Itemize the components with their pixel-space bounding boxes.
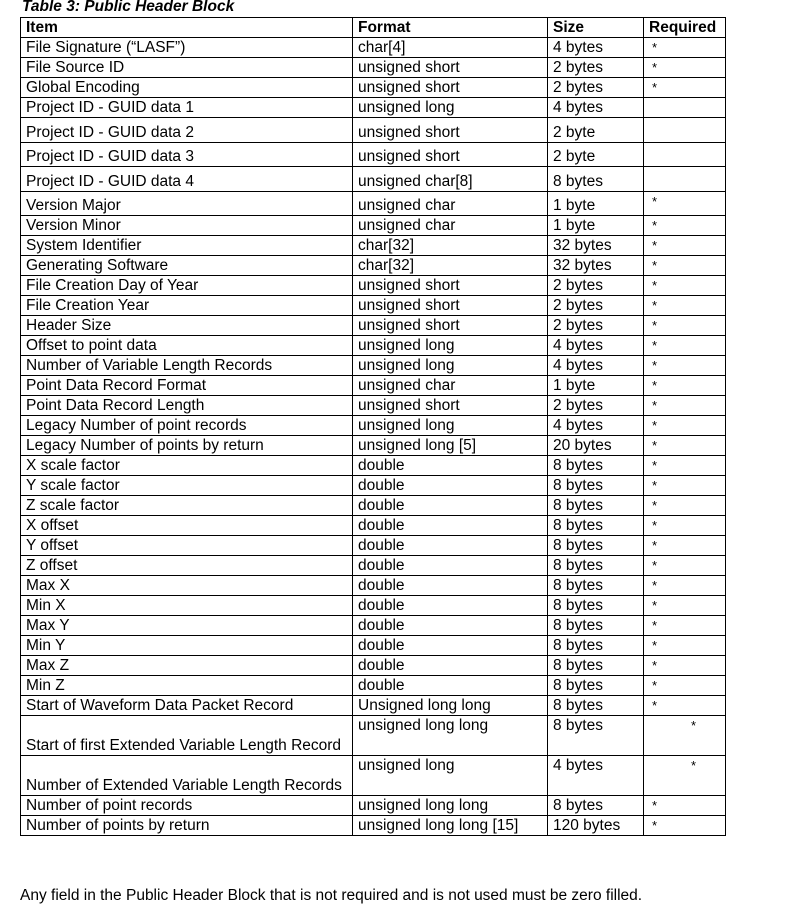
cell-size: 1 byte [548,192,644,216]
table-row [21,476,726,496]
cell-item: Project ID - GUID data 1 [21,98,353,118]
cell-item: Global Encoding [21,78,353,98]
cell-item: System Identifier [21,236,353,256]
header-format: Format [353,18,548,38]
cell-size: 20 bytes [548,436,644,456]
cell-required: * [644,596,726,616]
table-header-row [21,18,726,38]
cell-size: 8 bytes [548,456,644,476]
table-row [21,336,726,356]
header-item: Item [21,18,353,38]
cell-required: * [644,636,726,656]
table-row [21,396,726,416]
cell-required: * [644,616,726,636]
cell-size: 120 bytes [548,816,644,836]
cell-size: 4 bytes [548,38,644,58]
cell-format: char[32] [353,256,548,276]
table-row [21,556,726,576]
cell-required: * [644,336,726,356]
cell-size: 8 bytes [548,576,644,596]
cell-size: 8 bytes [548,516,644,536]
cell-item: File Signature (“LASF”) [21,38,353,58]
cell-size: 2 bytes [548,316,644,336]
cell-size: 8 bytes [548,796,644,816]
cell-item: Legacy Number of point records [21,416,353,436]
table-row [21,536,726,556]
public-header-block-table [20,17,726,836]
cell-required: * [644,696,726,716]
cell-item: Version Minor [21,216,353,236]
cell-size: 8 bytes [548,656,644,676]
header-required: Required [644,18,726,38]
table-row [21,676,726,696]
cell-format: unsigned char [353,376,548,396]
cell-required: * [644,676,726,696]
cell-item: Start of Waveform Data Packet Record [21,696,353,716]
cell-size: 8 bytes [548,676,644,696]
cell-item: Max Z [21,656,353,676]
cell-item: Project ID - GUID data 2 [21,118,353,143]
cell-format: unsigned short [353,296,548,316]
cell-size: 8 bytes [548,596,644,616]
cell-item: Point Data Record Length [21,396,353,416]
cell-required: * [644,396,726,416]
cell-item: X offset [21,516,353,536]
cell-item: Version Major [21,192,353,216]
cell-required: * [644,476,726,496]
cell-required [644,118,726,143]
cell-item: Min X [21,596,353,616]
cell-required: * [644,38,726,58]
cell-size: 2 byte [548,143,644,167]
cell-format: unsigned long long [353,716,548,756]
cell-format: Unsigned long long [353,696,548,716]
cell-format: double [353,596,548,616]
cell-format: unsigned char [353,216,548,236]
table-row [21,816,726,836]
cell-item: Max X [21,576,353,596]
cell-format: unsigned short [353,316,548,336]
cell-format: unsigned short [353,143,548,167]
table-row [21,296,726,316]
cell-required [644,143,726,167]
table-row [21,236,726,256]
table-row [21,656,726,676]
cell-item: Y scale factor [21,476,353,496]
cell-item: Start of first Extended Variable Length Record [21,716,353,756]
cell-required: * [644,316,726,336]
cell-size: 4 bytes [548,336,644,356]
table-row [21,316,726,336]
table-row [21,696,726,716]
cell-required: * [644,516,726,536]
table-row [21,576,726,596]
cell-size: 1 byte [548,376,644,396]
cell-item: File Source ID [21,58,353,78]
cell-item: Z offset [21,556,353,576]
cell-item: Min Y [21,636,353,656]
cell-required: * [644,496,726,516]
table-row [21,796,726,816]
table-row [21,596,726,616]
table-row [21,192,726,216]
cell-format: double [353,616,548,636]
cell-size: 8 bytes [548,167,644,192]
table-row [21,636,726,656]
cell-size: 8 bytes [548,716,644,756]
cell-format: double [353,516,548,536]
cell-size: 32 bytes [548,256,644,276]
cell-format: unsigned short [353,58,548,78]
cell-size: 4 bytes [548,98,644,118]
cell-required: * [644,256,726,276]
cell-required [644,167,726,192]
table-row [21,376,726,396]
cell-item: Header Size [21,316,353,336]
cell-format: unsigned long [5] [353,436,548,456]
cell-required: * [644,356,726,376]
cell-size: 2 bytes [548,58,644,78]
cell-item: Legacy Number of points by return [21,436,353,456]
cell-required: * [644,816,726,836]
cell-format: unsigned char [353,192,548,216]
cell-required: * [644,436,726,456]
cell-item: Offset to point data [21,336,353,356]
table-row [21,416,726,436]
cell-required: * [644,756,726,796]
cell-format: unsigned long [353,416,548,436]
table-row [21,167,726,192]
cell-format: double [353,676,548,696]
cell-size: 8 bytes [548,636,644,656]
cell-format: unsigned long [353,336,548,356]
table-row [21,216,726,236]
table-row [21,118,726,143]
table-row [21,716,726,756]
cell-item: File Creation Day of Year [21,276,353,296]
cell-item: Project ID - GUID data 3 [21,143,353,167]
cell-item: Number of Variable Length Records [21,356,353,376]
cell-format: double [353,476,548,496]
cell-required: * [644,416,726,436]
cell-required: * [644,192,726,216]
cell-required [644,98,726,118]
cell-size: 8 bytes [548,616,644,636]
cell-size: 1 byte [548,216,644,236]
cell-required: * [644,656,726,676]
cell-required: * [644,576,726,596]
table-row [21,276,726,296]
cell-size: 8 bytes [548,496,644,516]
table-row [21,756,726,796]
table-row [21,98,726,118]
cell-format: unsigned long [353,756,548,796]
cell-item: Number of point records [21,796,353,816]
table-row [21,456,726,476]
cell-format: double [353,576,548,596]
footnote: Any field in the Public Header Block that is not required and is not used must be zero filled. [20,887,643,904]
cell-item: Max Y [21,616,353,636]
cell-format: unsigned long [353,98,548,118]
cell-format: unsigned short [353,276,548,296]
header-size: Size [548,18,644,38]
cell-item: Z scale factor [21,496,353,516]
cell-item: Y offset [21,536,353,556]
cell-item: Generating Software [21,256,353,276]
cell-required: * [644,276,726,296]
cell-format: double [353,556,548,576]
cell-size: 8 bytes [548,556,644,576]
cell-format: double [353,536,548,556]
table-row [21,616,726,636]
cell-size: 2 bytes [548,276,644,296]
cell-size: 4 bytes [548,756,644,796]
cell-format: unsigned char[8] [353,167,548,192]
cell-item: Point Data Record Format [21,376,353,396]
table-row [21,38,726,58]
cell-item: X scale factor [21,456,353,476]
cell-size: 4 bytes [548,416,644,436]
cell-item: Min Z [21,676,353,696]
table-row [21,516,726,536]
cell-required: * [644,456,726,476]
cell-size: 8 bytes [548,476,644,496]
cell-required: * [644,536,726,556]
cell-required: * [644,296,726,316]
cell-format: double [353,636,548,656]
cell-format: double [353,456,548,476]
cell-item: Number of Extended Variable Length Records [21,756,353,796]
table-row [21,78,726,98]
cell-size: 2 bytes [548,396,644,416]
table-row [21,256,726,276]
cell-item: Number of points by return [21,816,353,836]
cell-format: unsigned short [353,396,548,416]
table-row [21,58,726,78]
cell-required: * [644,796,726,816]
cell-required: * [644,58,726,78]
cell-size: 32 bytes [548,236,644,256]
cell-format: unsigned short [353,78,548,98]
cell-format: double [353,496,548,516]
cell-required: * [644,716,726,756]
cell-size: 4 bytes [548,356,644,376]
cell-format: double [353,656,548,676]
cell-size: 8 bytes [548,696,644,716]
cell-format: unsigned long long [353,796,548,816]
cell-required: * [644,78,726,98]
table-row [21,143,726,167]
cell-size: 2 bytes [548,78,644,98]
cell-format: char[4] [353,38,548,58]
table-row [21,496,726,516]
cell-format: unsigned long [353,356,548,376]
cell-required: * [644,216,726,236]
cell-required: * [644,556,726,576]
cell-item: File Creation Year [21,296,353,316]
cell-size: 8 bytes [548,536,644,556]
table-body [21,38,726,836]
cell-item: Project ID - GUID data 4 [21,167,353,192]
table-row [21,436,726,456]
cell-format: unsigned long long [15] [353,816,548,836]
cell-format: unsigned short [353,118,548,143]
cell-required: * [644,236,726,256]
table-caption: Table 3: Public Header Block [22,0,235,15]
cell-required: * [644,376,726,396]
cell-format: char[32] [353,236,548,256]
cell-size: 2 byte [548,118,644,143]
cell-size: 2 bytes [548,296,644,316]
table-row [21,356,726,376]
